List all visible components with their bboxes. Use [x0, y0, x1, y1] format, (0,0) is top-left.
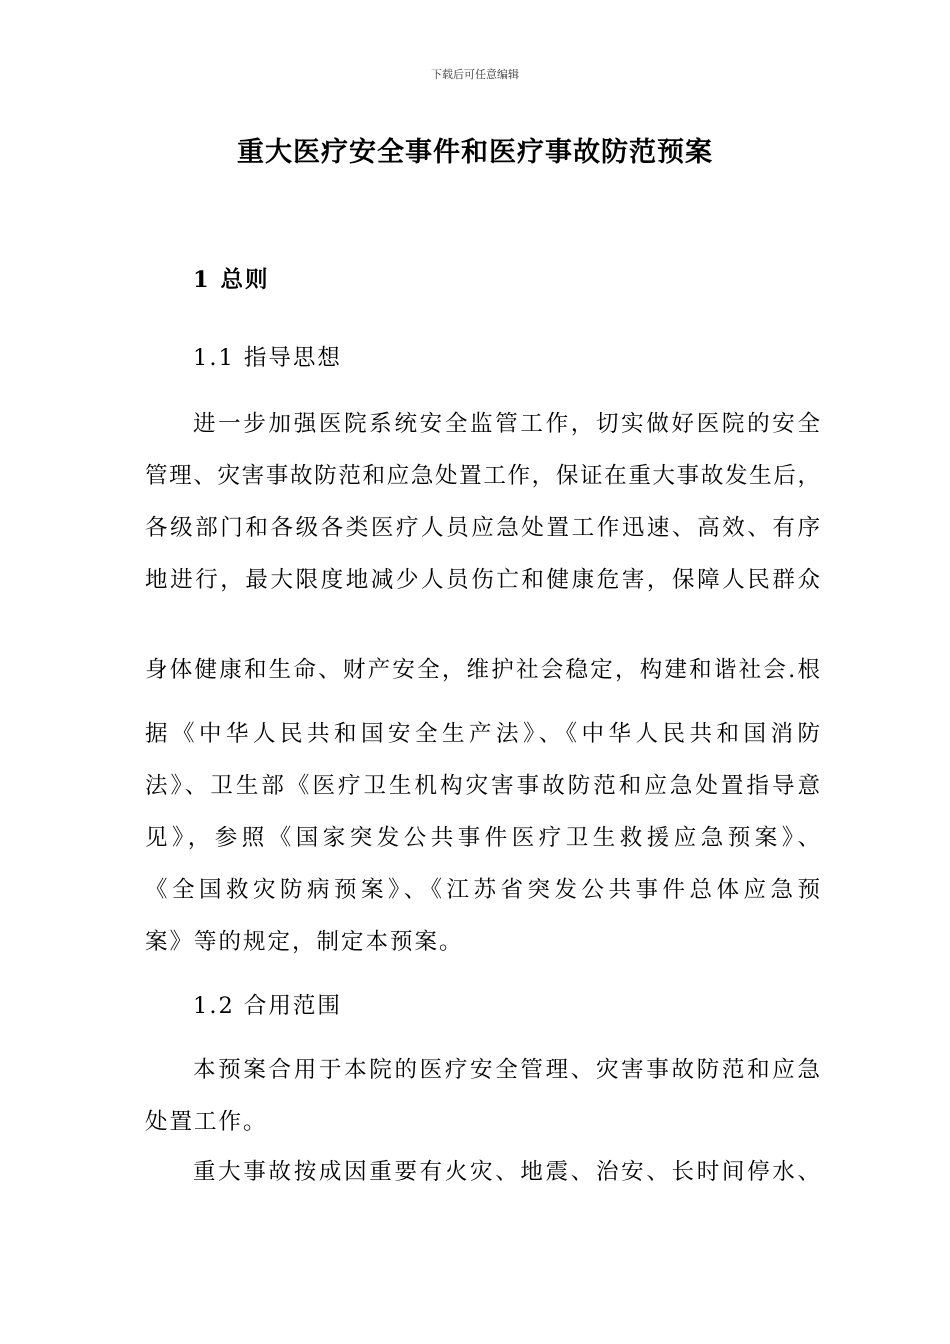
document-title: 重大医疗安全事件和医疗事故防范预案	[237, 137, 713, 168]
paragraph-line: 据《中华人民共和国安全生产法》、《中华人民共和国消防	[145, 721, 820, 747]
paragraph-line: 《全国救灾防病预案》、《江苏省突发公共事件总体应急预	[145, 877, 820, 903]
paragraph-line: 进一步加强医院系统安全监管工作，切实做好医院的安全	[193, 411, 820, 437]
paragraph-line: 案》等的规定，制定本预案。	[145, 929, 464, 955]
paragraph-line: 身体健康和生命、财产安全，维护社会稳定，构建和谐社会.根	[145, 657, 820, 683]
header-note: 下载后可任意编辑	[431, 68, 519, 81]
paragraph-line: 重大事故按成因重要有火灾、地震、治安、长时间停水、	[193, 1159, 820, 1185]
paragraph-line: 见》，参照《国家突发公共事件医疗卫生救援应急预案》、	[145, 825, 820, 851]
subsection-heading: 1.2 合用范围	[193, 993, 342, 1019]
section-heading: 1 总则	[193, 267, 270, 293]
paragraph-line: 处置工作。	[145, 1109, 268, 1135]
paragraph-line: 法》、卫生部《医疗卫生机构灾害事故防范和应急处置指导意	[145, 773, 820, 799]
paragraph-line: 地进行，最大限度地减少人员伤亡和健康危害，保障人民群众	[145, 567, 820, 593]
subsection-heading: 1.1 指导思想	[193, 345, 342, 371]
paragraph-line: 各级部门和各级各类医疗人员应急处置工作迅速、高效、有序	[145, 515, 820, 541]
paragraph-line: 管理、灾害事故防范和应急处置工作，保证在重大事故发生后，	[145, 463, 820, 489]
paragraph-line: 本预案合用于本院的医疗安全管理、灾害事故防范和应急	[193, 1057, 820, 1083]
